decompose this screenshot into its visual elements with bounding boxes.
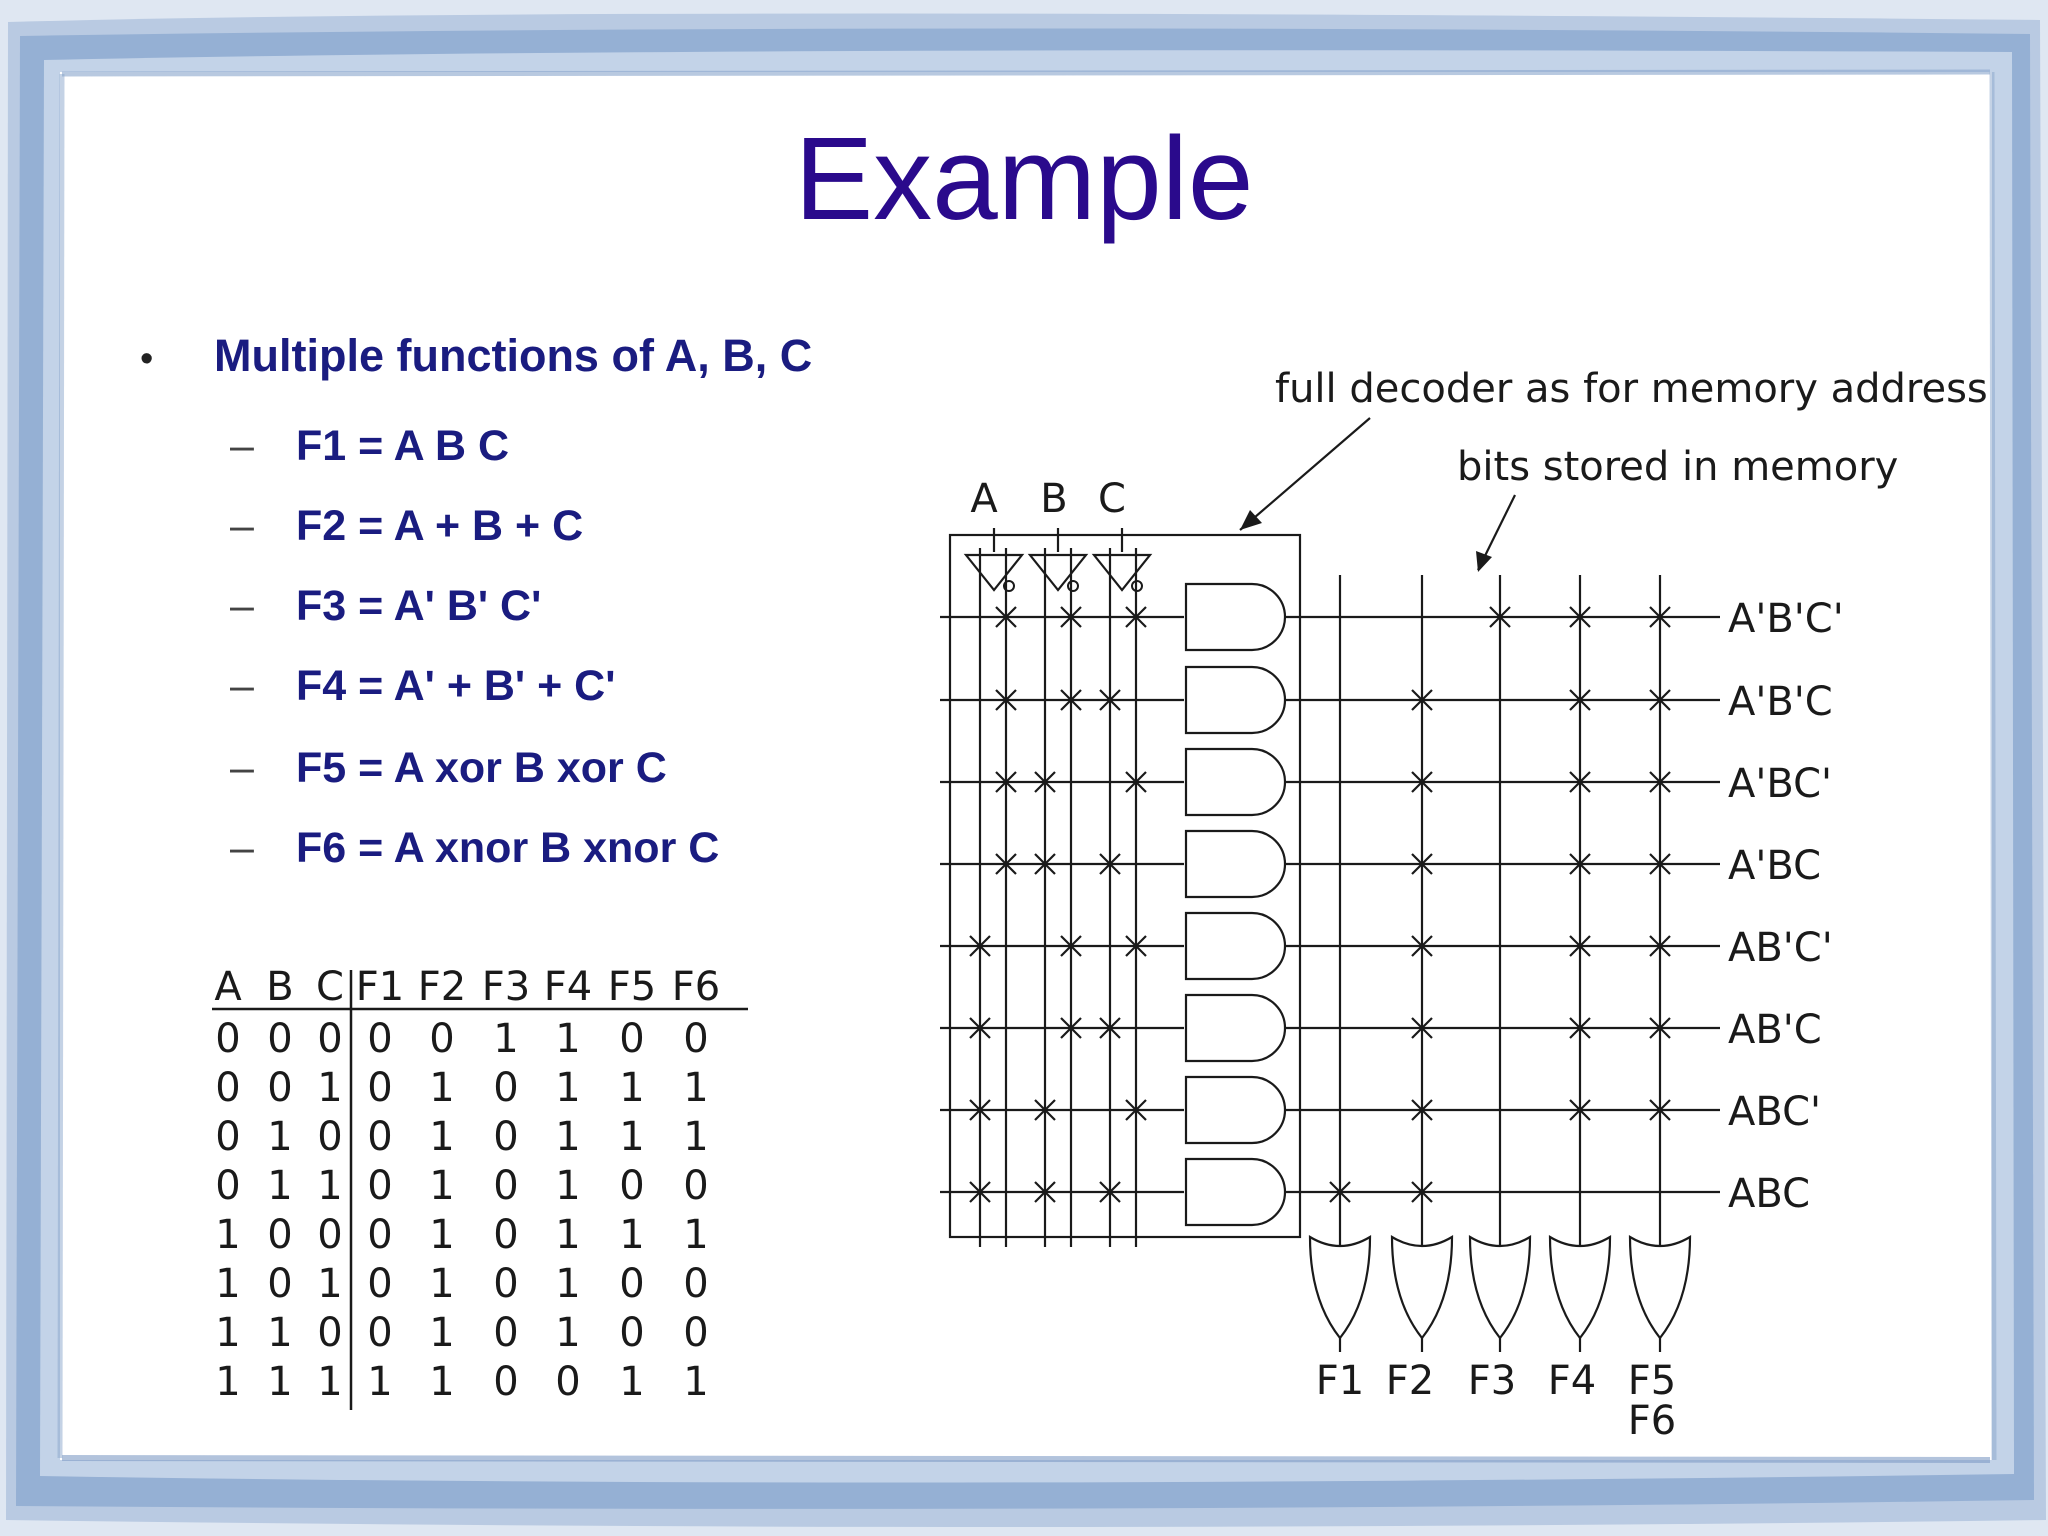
table-cell: 1 — [619, 1114, 645, 1160]
minterm-label: AB'C — [1728, 1007, 1822, 1053]
output-label: F3 — [1467, 1358, 1517, 1404]
table-header-cell: A — [214, 964, 242, 1010]
table-cell: 0 — [317, 1310, 343, 1356]
table-cell: 1 — [317, 1359, 343, 1405]
table-cell: 1 — [215, 1359, 241, 1405]
minterm-label: A'BC' — [1728, 761, 1833, 807]
table-cell: 0 — [367, 1163, 393, 1209]
table-cell: 1 — [317, 1163, 343, 1209]
and-gate — [1186, 1077, 1285, 1143]
table-cell: 1 — [493, 1016, 519, 1062]
or-gate — [1630, 1237, 1690, 1338]
table-cell: 1 — [683, 1212, 709, 1258]
table-cell: 1 — [683, 1114, 709, 1160]
minterm-label: A'BC — [1728, 843, 1822, 889]
table-cell: 0 — [493, 1114, 519, 1160]
table-header-cell: F2 — [417, 964, 467, 1010]
bullet-sub-text: F5 = A xor B xor C — [296, 744, 667, 792]
table-cell: 1 — [215, 1212, 241, 1258]
table-cell: 1 — [555, 1016, 581, 1062]
table-header-cell: F4 — [543, 964, 593, 1010]
table-cell: 0 — [367, 1065, 393, 1111]
table-cell: 0 — [215, 1016, 241, 1062]
minterm-label: ABC' — [1728, 1089, 1822, 1135]
table-header-cell: B — [266, 964, 294, 1010]
table-cell: 1 — [619, 1359, 645, 1405]
and-gate — [1186, 667, 1285, 733]
table-cell: 0 — [367, 1212, 393, 1258]
table-cell: 0 — [619, 1261, 645, 1307]
table-header-cell: C — [316, 964, 344, 1010]
table-cell: 1 — [555, 1261, 581, 1307]
table-cell: 1 — [683, 1359, 709, 1405]
bullet-dash: – — [230, 582, 254, 630]
input-label: B — [1040, 476, 1068, 522]
table-cell: 1 — [429, 1359, 455, 1405]
bullet-main-text: Multiple functions of A, B, C — [214, 330, 813, 381]
or-gate — [1550, 1237, 1610, 1338]
table-cell: 0 — [367, 1016, 393, 1062]
table-cell: 1 — [267, 1114, 293, 1160]
table-header-cell: F5 — [607, 964, 657, 1010]
table-cell: 0 — [619, 1016, 645, 1062]
bullet-sub-text: F6 = A xnor B xnor C — [296, 824, 720, 872]
table-cell: 0 — [317, 1016, 343, 1062]
table-cell: 1 — [367, 1359, 393, 1405]
bullet-dash: – — [230, 824, 254, 872]
table-cell: 0 — [555, 1359, 581, 1405]
and-gate — [1186, 749, 1285, 815]
table-cell: 1 — [429, 1065, 455, 1111]
table-cell: 0 — [267, 1016, 293, 1062]
table-cell: 0 — [215, 1065, 241, 1111]
annotation-arrowhead — [1476, 551, 1492, 572]
table-cell: 0 — [493, 1212, 519, 1258]
table-cell: 1 — [215, 1310, 241, 1356]
output-label: F5 — [1627, 1358, 1677, 1404]
output-label: F6 — [1627, 1398, 1677, 1444]
bullet-dash: – — [230, 422, 254, 470]
table-cell: 1 — [555, 1310, 581, 1356]
table-cell: 1 — [215, 1261, 241, 1307]
table-cell: 0 — [367, 1310, 393, 1356]
table-cell: 1 — [267, 1163, 293, 1209]
table-cell: 0 — [683, 1163, 709, 1209]
minterm-label: A'B'C — [1728, 679, 1833, 725]
table-cell: 1 — [317, 1065, 343, 1111]
table-cell: 0 — [493, 1359, 519, 1405]
table-cell: 0 — [683, 1310, 709, 1356]
table-cell: 0 — [493, 1310, 519, 1356]
and-gate — [1186, 584, 1285, 650]
table-cell: 0 — [367, 1114, 393, 1160]
table-cell: 0 — [267, 1065, 293, 1111]
bullet-dash: – — [230, 662, 254, 710]
output-label: F2 — [1385, 1358, 1435, 1404]
bullet-sub-text: F2 = A + B + C — [296, 502, 584, 550]
or-gate — [1470, 1237, 1530, 1338]
slide-title: Example — [794, 113, 1254, 245]
bullet-dot: • — [140, 338, 154, 380]
table-cell: 0 — [267, 1261, 293, 1307]
table-cell: 1 — [429, 1114, 455, 1160]
table-cell: 1 — [429, 1212, 455, 1258]
table-cell: 0 — [317, 1212, 343, 1258]
minterm-label: AB'C' — [1728, 925, 1833, 971]
table-cell: 0 — [429, 1016, 455, 1062]
and-gate — [1186, 831, 1285, 897]
input-label: A — [970, 476, 998, 522]
table-cell: 1 — [317, 1261, 343, 1307]
table-cell: 1 — [267, 1310, 293, 1356]
output-label: F4 — [1547, 1358, 1597, 1404]
table-cell: 1 — [555, 1163, 581, 1209]
table-cell: 0 — [493, 1163, 519, 1209]
table-cell: 0 — [215, 1114, 241, 1160]
table-cell: 0 — [619, 1310, 645, 1356]
minterm-label: ABC — [1728, 1171, 1811, 1217]
bullet-dash: – — [230, 502, 254, 550]
table-cell: 0 — [493, 1261, 519, 1307]
table-cell: 1 — [619, 1065, 645, 1111]
bullet-sub-text: F3 = A' B' C' — [296, 582, 542, 630]
table-cell: 1 — [555, 1212, 581, 1258]
input-label: C — [1098, 476, 1126, 522]
table-cell: 1 — [429, 1163, 455, 1209]
minterm-label: A'B'C' — [1728, 596, 1844, 642]
or-gate — [1392, 1237, 1452, 1338]
bullet-sub-text: F4 = A' + B' + C' — [296, 662, 616, 710]
and-gate — [1186, 913, 1285, 979]
table-header-cell: F6 — [671, 964, 721, 1010]
table-cell: 0 — [493, 1065, 519, 1111]
table-header-cell: F3 — [481, 964, 531, 1010]
table-cell: 1 — [429, 1261, 455, 1307]
and-gate — [1186, 995, 1285, 1061]
inverter-bubble — [1068, 581, 1078, 591]
table-cell: 1 — [267, 1359, 293, 1405]
table-cell: 1 — [429, 1310, 455, 1356]
table-cell: 0 — [317, 1114, 343, 1160]
table-cell: 1 — [555, 1065, 581, 1111]
bullet-sub-text: F1 = A B C — [296, 422, 510, 470]
table-cell: 0 — [619, 1163, 645, 1209]
table-cell: 0 — [683, 1261, 709, 1307]
table-cell: 0 — [367, 1261, 393, 1307]
annotation-decoder: full decoder as for memory address — [1275, 366, 1988, 412]
table-header-cell: F1 — [355, 964, 405, 1010]
table-cell: 0 — [215, 1163, 241, 1209]
table-cell: 1 — [683, 1065, 709, 1111]
table-cell: 0 — [267, 1212, 293, 1258]
or-gate — [1310, 1237, 1370, 1338]
table-cell: 0 — [683, 1016, 709, 1062]
table-cell: 1 — [619, 1212, 645, 1258]
annotation-memory: bits stored in memory — [1457, 444, 1899, 490]
and-gate — [1186, 1159, 1285, 1225]
output-label: F1 — [1315, 1358, 1365, 1404]
bullet-dash: – — [230, 744, 254, 792]
table-cell: 1 — [555, 1114, 581, 1160]
annotation-arrow-decoder — [1240, 418, 1370, 530]
